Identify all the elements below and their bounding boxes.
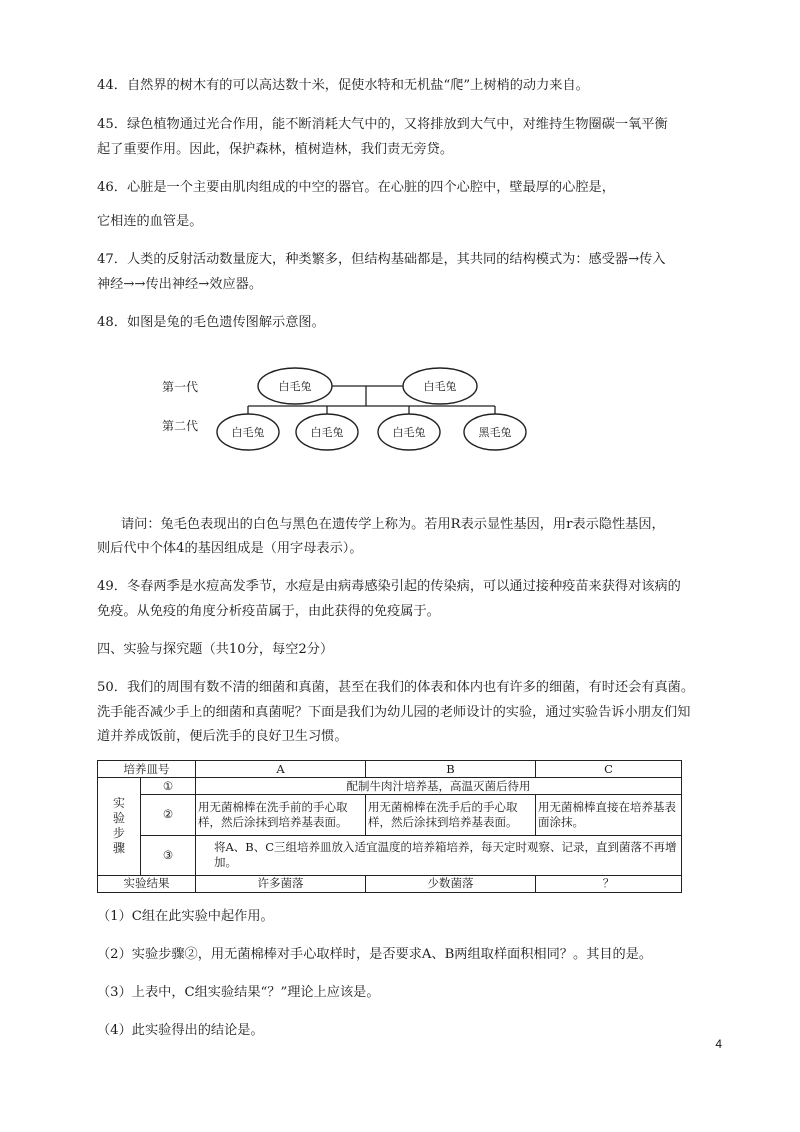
question-47-line-1: 47．人类的反射活动数量庞大，种类繁多，但结构基础都是，其共同的结构模式为：感受器→传入 xyxy=(97,252,666,267)
question-45-line-2: 起了重要作用。因此，保护森林，植树造林，我们责无旁贷。 xyxy=(97,142,454,157)
question-50-line-3: 道并养成饭前，便后洗手的良好卫生习惯。 xyxy=(97,729,348,744)
table-row-step2 xyxy=(98,795,682,835)
question-50-line-1: 50．我们的周围有数不清的细菌和真菌，甚至在我们的体表和体内也有许多的细菌，有时还会有真菌。 xyxy=(97,680,695,695)
gen2-label: 第二代 xyxy=(162,419,199,433)
step1-num: ① xyxy=(141,778,196,795)
question-46-line-2: 它相连的血管是。 xyxy=(97,214,203,229)
step2-num: ② xyxy=(141,795,196,835)
question-48-ask-line-2: 则后代中个体4的基因组成是（用字母表示）。 xyxy=(97,541,363,556)
step2-c: 用无菌棉棒直接在培养基表面涂抹。 xyxy=(536,795,682,835)
page-number: 4 xyxy=(715,1037,722,1051)
step1-text: 配制牛肉汁培养基，高温灭菌后待用 xyxy=(196,778,682,795)
step2-a: 用无菌棉棒在洗手前的手心取样，然后涂抹到培养基表面。 xyxy=(196,795,366,835)
child-1-label: 白毛兔 xyxy=(231,426,265,439)
result-a: 许多菌落 xyxy=(196,875,366,892)
table-header-row xyxy=(98,761,682,778)
header-dish: 培养皿号 xyxy=(98,761,196,778)
child-4-label: 黑毛兔 xyxy=(478,426,512,439)
step3-text: 将A、B、C三组培养皿放入适宜温度的培养箱培养，每天定时观察、记录，直到菌落不再增加。 xyxy=(196,835,682,875)
question-49-line-2: 免疫。从免疫的角度分析疫苗属于，由此获得的免疫属于。 xyxy=(97,604,440,619)
section-4-heading: 四、实验与探究题（共10分，每空2分） xyxy=(97,642,334,657)
result-c: ？ xyxy=(536,875,682,892)
result-b: 少数菌落 xyxy=(366,875,536,892)
question-46-line-1: 46．心脏是一个主要由肌肉组成的中空的器官。在心脏的四个心腔中，壁最厚的心腔是， xyxy=(97,180,615,195)
question-45-line-1: 45．绿色植物通过光合作用，能不断消耗大气中的，又将排放到大气中，对维持生物圈碳一氧平衡 xyxy=(97,117,668,132)
step2-b: 用无菌棉棒在洗手后的手心取样，然后涂抹到培养基表面。 xyxy=(366,795,536,835)
table-row-result xyxy=(98,875,682,892)
question-50-line-2: 洗手能否减少手上的细菌和真菌呢？下面是我们为幼儿园的老师设计的实验，通过实验告诉小朋友们知 xyxy=(97,705,691,720)
question-49-line-1: 49．冬春两季是水痘高发季节，水痘是由病毒感染引起的传染病，可以通过接种疫苗来获得对该病的 xyxy=(97,579,681,594)
table-row-step1 xyxy=(98,778,682,795)
gen1-label: 第一代 xyxy=(162,380,199,394)
question-48-ask-line-1: 请问：兔毛色表现出的白色与黑色在遗传学上称为。若用R表示显性基因，用r表示隐性基因， xyxy=(121,517,665,532)
child-3-label: 白毛兔 xyxy=(392,426,426,439)
header-b: B xyxy=(366,761,536,778)
table-row-step3 xyxy=(98,835,682,875)
question-44: 44．自然界的树木有的可以高达数十米，促使水特和无机盐“爬”上树梢的动力来自。 xyxy=(97,78,589,93)
sub-question-3: （3）上表中，C组实验结果“？”理论上应该是。 xyxy=(97,985,380,1000)
sub-question-4: （4）此实验得出的结论是。 xyxy=(97,1023,264,1038)
parent-2-label: 白毛兔 xyxy=(423,380,457,393)
parent-1-label: 白毛兔 xyxy=(278,380,312,393)
result-label: 实验结果 xyxy=(98,875,196,892)
question-47-line-2: 神经→→传出神经→效应器。 xyxy=(97,277,263,292)
header-c: C xyxy=(536,761,682,778)
sub-question-1: （1）C组在此实验中起作用。 xyxy=(97,909,274,924)
steps-label: 实验步骤 xyxy=(98,778,141,876)
child-2-label: 白毛兔 xyxy=(310,426,344,439)
step3-num: ③ xyxy=(141,835,196,875)
question-48: 48．如图是兔的毛色遗传图解示意图。 xyxy=(97,315,325,330)
experiment-table xyxy=(97,760,682,893)
sub-question-2: （2）实验步骤②，用无菌棉棒对手心取样时，是否要求A、B两组取样面积相同？。其目的是。 xyxy=(97,947,653,962)
header-a: A xyxy=(196,761,366,778)
